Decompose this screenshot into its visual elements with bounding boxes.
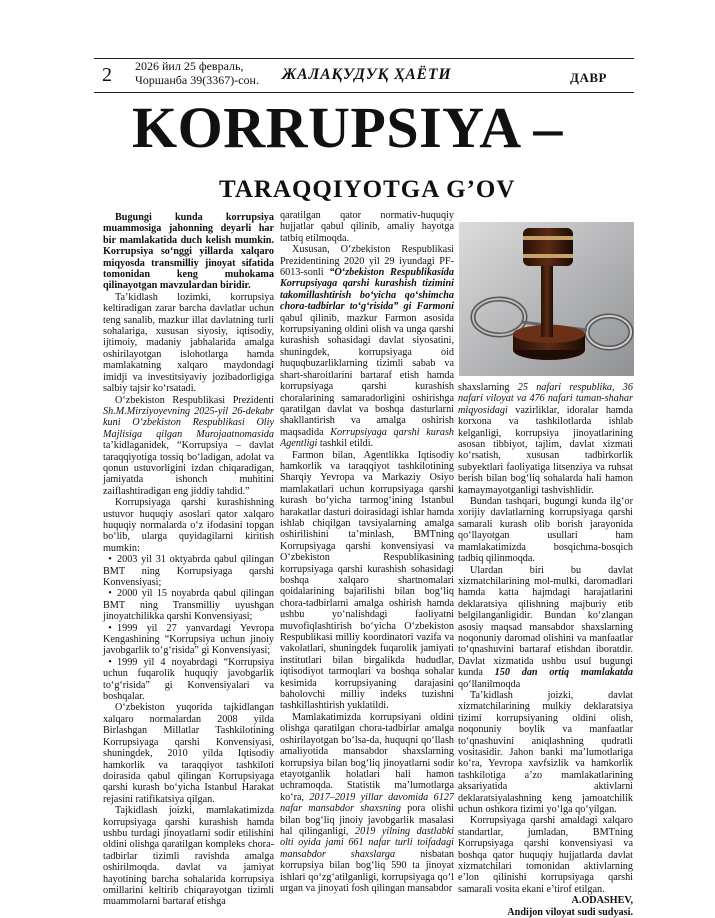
paragraph-text: nisbatan korrupsiya bilan bog‘liq 590 ta jinoyat ishlari qo‘zg‘atilganligi, korrupsiyaga qo‘l urgan va jinoyati fosh qilingan mansabdor [280, 848, 455, 894]
list-item-text: 2003 yil 31 oktyabrda qabul qilingan BMT ning Korrupsiyaga qarshi Konvensiyasi; [103, 554, 274, 588]
list-item [103, 657, 274, 703]
paragraph-text: Ulardan biri bu davlat xizmatchilarining mol-mulki, daromadlari hamda katta hajmdagi harajatlarini deklaratsiya qilishning majburiy etib belgilanganligidir. Bundan ko‘zlangan asosiy maqsad mansabdor shaxslarning noqonuniy daromad olishini va manfaatlar to‘qnashuvini bartaraf etishdan iboratdir. Davlat xizmatida ushbu usul bugungi kunda [458, 564, 633, 679]
article-column-2 [280, 210, 454, 894]
list-item-text: 1999 yil 27 yanvardagi Yevropa Kengashining “Korrupsiya uchun jinoiy javobgarlik to‘g‘risida” gi Konvensiyasi; [103, 622, 274, 657]
paragraph: O‘zbekiston yuqorida tajkidlangan xalqaro normalardan 2008 yilda Birlashgan Millatlar Tashkilotining Korrupsiyaga qarshi Konvensiyasi, shuningdek, 2010 yilda Iqtisodiy hamkorlik va taraqqiyot tashkiloti doirasida qabul qilingan Korrupsiyaga qarshi kurash bo‘yicha Istanbul Harakat rejasini ratifikatsiya qilgan. [103, 702, 274, 805]
issue-info [135, 59, 259, 87]
paragraph: Farmon bilan, Agentlikka Iqtisodiy hamkorlik va taraqqiyot tashkilotining Sharqiy Yevropa va Markaziy Osiyo mamlakatlari uchun korrupsiyaga qarshi kurash bo‘yicha tarmog‘ining Istanbul harakatlar dasturi doirasidagi ishlar hamda ishlab chiqilgan tavsiyalarning amalga oshirilishini ta’minlash, BMTning Korrupsiyaga qarshi konvensiyasi va O‘zbekiston Respublikasining korrupsiyaga qarshi kurashish sohasidagi boshqa xalqaro shartnomalari qoidalarining bajarilishi bilan bog‘liq chora-tadbirlarni amalga oshirish hamda ushbu yo‘nalishdagi faoliyatni muvofiqlashtirish bo‘yicha O‘zbekiston Respublikasi milliy koordinatori vazifa va vakolatlari, shuningdek fuqarolik jamiyati institutlari bilan birgalikda hududlar, iqtisodiyot tarmoqlari va boshqa sohalar kesimida korrupsiyaning darajasini baholovchi milliy indeks tuzishni tashkillashtirish yuklatildi. [280, 449, 454, 712]
newspaper-masthead: ЖАЛАҚУДУҚ ҲАЁТИ [282, 66, 452, 83]
lead-paragraph: Bugungi kunda korrupsiya muammosiga jahonning deyarli har bir mamlakatida duch kelish mumkin. Korrupsiya so‘nggi yillarda xalqaro miqyosda transmilliy jinoyat sifatida tomonidan keng muhokama qilinayotgan mavzulardan biridir. [103, 212, 274, 292]
statistic-text: 25 nafari respublika, 36 nafari viloyat va 476 nafari tuman-shahar miqyosidagi [458, 382, 633, 416]
paragraph-text: qo‘llanilmoqda [458, 678, 521, 690]
paragraph: Korrupsiyaga qarshi amaldagi xalqaro standartlar, jumladan, BMTning Korrupsiyaga qarshi konvensiyasi va boshqa qator huquqiy hujjatlarda davlat xizmatchilari tomonidan aktivlarning e’lon qilinishi korrupsiyaga qarshi samarali vosita ekani e’tirof etilgan. [458, 815, 633, 895]
article-photo [459, 222, 634, 376]
statistic-text: 2019 yilning dastlabki olti oyida jami 661 nafar turli toifadagi mansabdor shaxslarga [280, 825, 454, 860]
paragraph-text: Xususan, O‘zbekiston Respublikasi Prezidentining 2020 yil 29 iyundagi PF-6013-sonli [280, 244, 454, 279]
list-item-text: 1999 yil 4 noyabrdagi “Korrupsiya uchun fuqarolik huquqiy javobgarlik to‘g‘risida” gi Konvensiyalari va boshqalar. [103, 656, 274, 703]
list-item [103, 623, 274, 657]
issue-date: 2026 йил 25 февраль, [135, 59, 244, 73]
paragraph [103, 395, 274, 498]
paragraph: Korrupsiyaga qarshi kurashishning ustuvor huquqiy asoslari qator xalqaro huquqiy normalarda o‘z ifodasini topgan bo‘lib, ularga quyidagilarni kiritish mumkin: [103, 497, 274, 554]
paragraph: Ta’kidlash lozimki, korrupsiya keltiradigan zarar barcha davlatlar uchun teng sanalib, mazkur illat davlatning turli sohalariga, xususan siyosiy, iqtisodiy, ijtimoiy, madaniy jabhalarida amalga oshirilayotgan islohotlarga hamda mamlakatning xalqaro maydondagi imidji va investitsiyaviy jozibadorligiga salbiy tajsir ko‘rsatadi. [103, 291, 274, 395]
author-name: A.ODASHEV, [571, 895, 633, 907]
italic-reference: Sh.M.Mirziyoyevning 2025-yil 26-dekabr kuni O‘zbekiston Respublikasi Oliy Majlisiga qilgan Murojaatnomasida [103, 405, 274, 440]
list-item [103, 588, 274, 622]
paragraph-text: ta’kidlaganidek, “Korrupsiya – davlat taraqqiyotiga tossiq bo‘ladigan, adolat va qonun ustuvorligini izdan chiqaradigan, jamiyatda ishonch muhitini zaiflashtiradigan eng jiddiy tahdid.” [103, 440, 274, 497]
paragraph [280, 712, 454, 895]
paragraph-text: tashkil etildi. [319, 438, 374, 450]
bullet-icon: • [108, 656, 112, 668]
paragraph-text: shaxslarning [458, 382, 510, 393]
agency-name: Korrupsiyaga qarshi kurash Agentligi [280, 426, 454, 450]
paragraph-text: pora olishi bilan bog‘liq jinoiy javobgarlik masalasi hal qilinganligi, [280, 803, 454, 837]
paragraph: qaratilgan qator normativ-huquqiy hujjatlar qabul qilinib, amaliy hayotga tatbiq etilmoqda. [280, 210, 454, 244]
header-rule-bottom [94, 92, 634, 93]
bullet-icon: • [108, 588, 112, 600]
article-column-1 [103, 212, 274, 908]
page-number: 2 [102, 64, 112, 86]
statistic-highlight: 150 dan ortiq mamlakatda [494, 667, 633, 679]
paragraph-text: qabul qilinib, mazkur Farmon asosida korrupsiyaning oldini olish va unga qarshi kurashish sohasidagi davlat siyosatini, shuningdek, korrupsiyaga oid huquqbuzarliklarning tizimli sabab va shart-sharoitlarini bartaraf etish hamda korrupsiyaga qarshi kurashish choralarining samaradorligini oshirishga qaratilgan davlat va boshqa dasturlarni shakllantirish va amalga oshirish maqsadida [280, 312, 454, 438]
paragraph: Ta’kidlash joizki, davlat xizmatchilarining mulkiy deklaratsiya tizimi korrupsiyaning oldini olish, noqonuniy boylik va manfaatlar to‘qnashuvini aniqlashning qudratli vositasidir. Jahon banki ma’lumotlariga ko‘ra, Yevropa xavfsizlik va hamkorlik tashkilotiga a’zo mamlakatlarining aksariyatida aktivlarni deklaratsiyalashning keng jamoatchilik uchun oshkora tizimi yo‘lga qo‘yilgan. [458, 689, 633, 816]
list-item [103, 554, 274, 588]
paragraph [458, 382, 633, 496]
paragraph [280, 244, 454, 449]
issue-number: Чоршанба 39(3367)-сон. [135, 73, 259, 87]
bullet-icon: • [108, 622, 112, 634]
paragraph-text: O‘zbekiston Respublikasi Prezidenti [115, 394, 274, 406]
paragraph [458, 565, 633, 690]
bullet-icon: • [108, 554, 112, 566]
article-title: KORRUPSIYA – [132, 95, 563, 160]
decree-title: “O‘zbekiston Respublikasida Korrupsiyaga qarshi kurashish tizimini takomillashtirish bo‘yicha qo‘shimcha chora-tadbirlar to‘g‘risida” gi Farmoni [280, 267, 454, 313]
article-subtitle: TARAQQIYOTGA G’OV [219, 176, 516, 203]
section-label: ДАВР [570, 70, 607, 85]
statistic-text: 2017–2019 yillar davomida 6127 nafar mansabdor shaxsning [280, 791, 455, 815]
paragraph-text: vazirliklar, idoralar hamda korxona va tashkilotlarda ishlab kelganligi, korrupsiya jinoyatlarining asosan tibbiyot, tajlim, davlat xizmati ko‘rsatish, xususan tadbirkorlik subyektlari faoliyatiga litsenziya va ruhsat berish bilan bog‘liq sohalarda hali hamon kamaymayotganligi tashvishlidir. [458, 404, 633, 496]
paragraph: Tajkidlash joizki, mamlakatimizda korrupsiyaga qarshi kurashish hamda ushbu turdagi jinoyatlarni sodir etilishini oldini olishga qaratilgan kompleks chora-tadbirlar tizimli ravishda amalga oshirilmoqda. davlat va jamiyat hayotining barcha sohalarida korrupsiya omillarini keltirib chiqarayotgan tizimli muammolarni bartaraf etishga [103, 805, 274, 908]
paragraph: Bundan tashqari, bugungi kunda ilg‘or xorijiy davlatlarning korrupsiyaga qarshi samarali kurash olib borish jarayonida qo‘llayotgan usullari ham mamlakatimizda bosqichma-bosqich tadbiq qilinmoqda. [458, 496, 633, 565]
author-title: Andijon viloyat sudi sudyasi. [507, 906, 633, 918]
gavel-handcuffs-image [459, 222, 634, 376]
list-item-text: 2000 yil 15 noyabrda qabul qilingan BMT ning Transmilliy uyushgan jinoyatchilikka qarshi Konvensiyasi; [103, 588, 274, 623]
paragraph-text: Mamlakatimizda korrupsiyani oldini olishga qaratilgan chora-tadbirlar amalga oshirilayotgan bo‘lsa-da, huquqni qo‘llash amaliyotida mansabdor shaxslarning korrupsiya bilan bog‘liq jinoyatlarni sodir etayotganlik holatlari hali hamon uchramoqda. Statistik ma’lumotlarga ko‘ra, [280, 711, 454, 803]
article-column-3 [458, 382, 633, 918]
